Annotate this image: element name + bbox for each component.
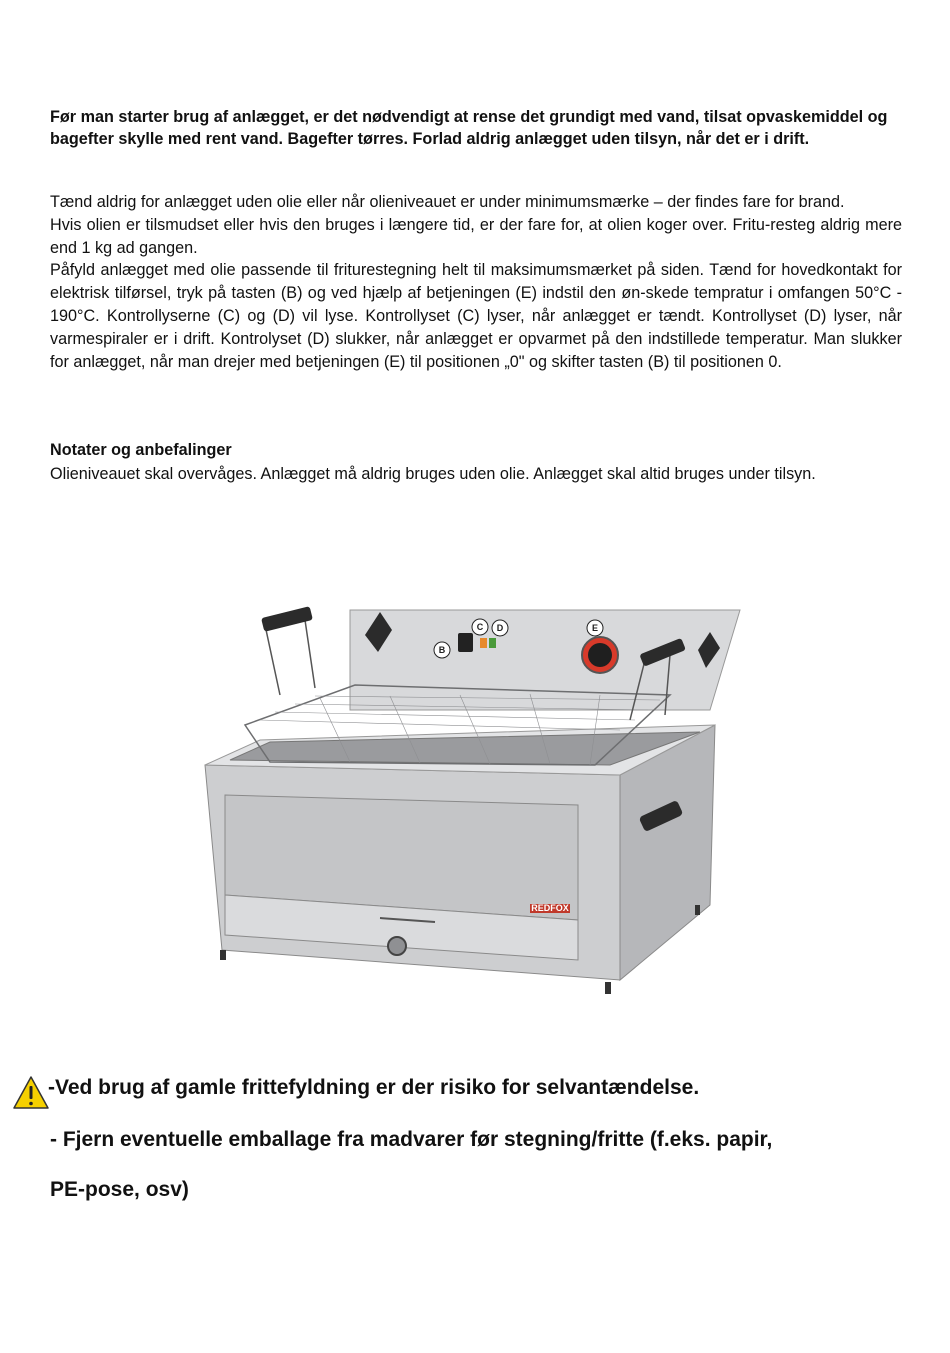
notes-heading: Notater og anbefalinger (50, 441, 232, 459)
back-panel (350, 610, 740, 710)
callout-c-label: C (476, 622, 484, 632)
fryer-illustration (200, 600, 750, 1000)
body-paragraph: Tænd aldrig for anlægget uden olie eller når olieniveauet er under minimumsmærke – der findes fare for brand. (50, 193, 845, 211)
main-switch-b (458, 633, 473, 652)
usage-instructions (50, 191, 902, 373)
callout-d-label: D (496, 623, 504, 633)
notes-text: Olieniveauet skal overvåges. Anlægget må aldrig bruges uden olie. Anlægget skal altid bruges under tilsyn. (50, 465, 816, 483)
foot (695, 905, 700, 915)
indicator-light-c (480, 638, 487, 648)
basket-handle-wire-left (265, 625, 280, 695)
warning-line: - Fjern eventuelle emballage fra madvarer før stegning/fritte (f.eks. papir, (50, 1128, 773, 1151)
drain-valve-knob (388, 937, 406, 955)
warning-line: PE-pose, osv) (50, 1178, 189, 1201)
warning-line: -Ved brug af gamle frittefyldning er der risiko for selvantændelse. (48, 1076, 700, 1099)
basket-handle-wire-left (305, 620, 315, 688)
basket-handle-left (261, 606, 313, 632)
callout-b-label: B (438, 645, 446, 655)
callout-e-label: E (591, 623, 599, 633)
indicator-light-d (489, 638, 496, 648)
brand-label: REDFOX (531, 903, 569, 913)
intro-paragraph: Før man starter brug af anlægget, er det nødvendigt at rense det grundigt med vand, tilsat opvaskemiddel og bagefter skylle med rent vand. Bagefter tørres. Forlad aldrig anlægget uden tilsyn, når det er i drift. (50, 108, 888, 148)
warning-icon (12, 1075, 50, 1111)
temperature-knob-e (588, 643, 612, 667)
foot (220, 950, 226, 960)
body-paragraph: Hvis olien er tilsmudset eller hvis den bruges i længere tid, er der fare for, at olien koger over. Fritu-resteg aldrig mere end 1 kg ad gangen. (50, 215, 902, 257)
body-paragraph: Påfyld anlægget med olie passende til friturestegning helt til maksimumsmærket på siden. Tænd for hovedkontakt for elektrisk tilførsel, tryk på tasten (B) og ved hjælp af betjeningen (E) indstil den øn-skede tempratur i omfangen 50°C - 190°C. Kontrollyserne (C) og (D) vil lyse. Kontrollyset (C) lyser, når anlægget er tændt. Kontrollyset (D) lyser, når varmespiraler er i drift. Kontrolyset (D) slukker, når anlægget er opvarmet på den indstillede temperatur. Man slukker for anlægget, når man drejer med betjeningen (E) til positionen „0" og skifter tasten (B) til positionen 0. (50, 261, 902, 371)
foot (605, 982, 611, 994)
